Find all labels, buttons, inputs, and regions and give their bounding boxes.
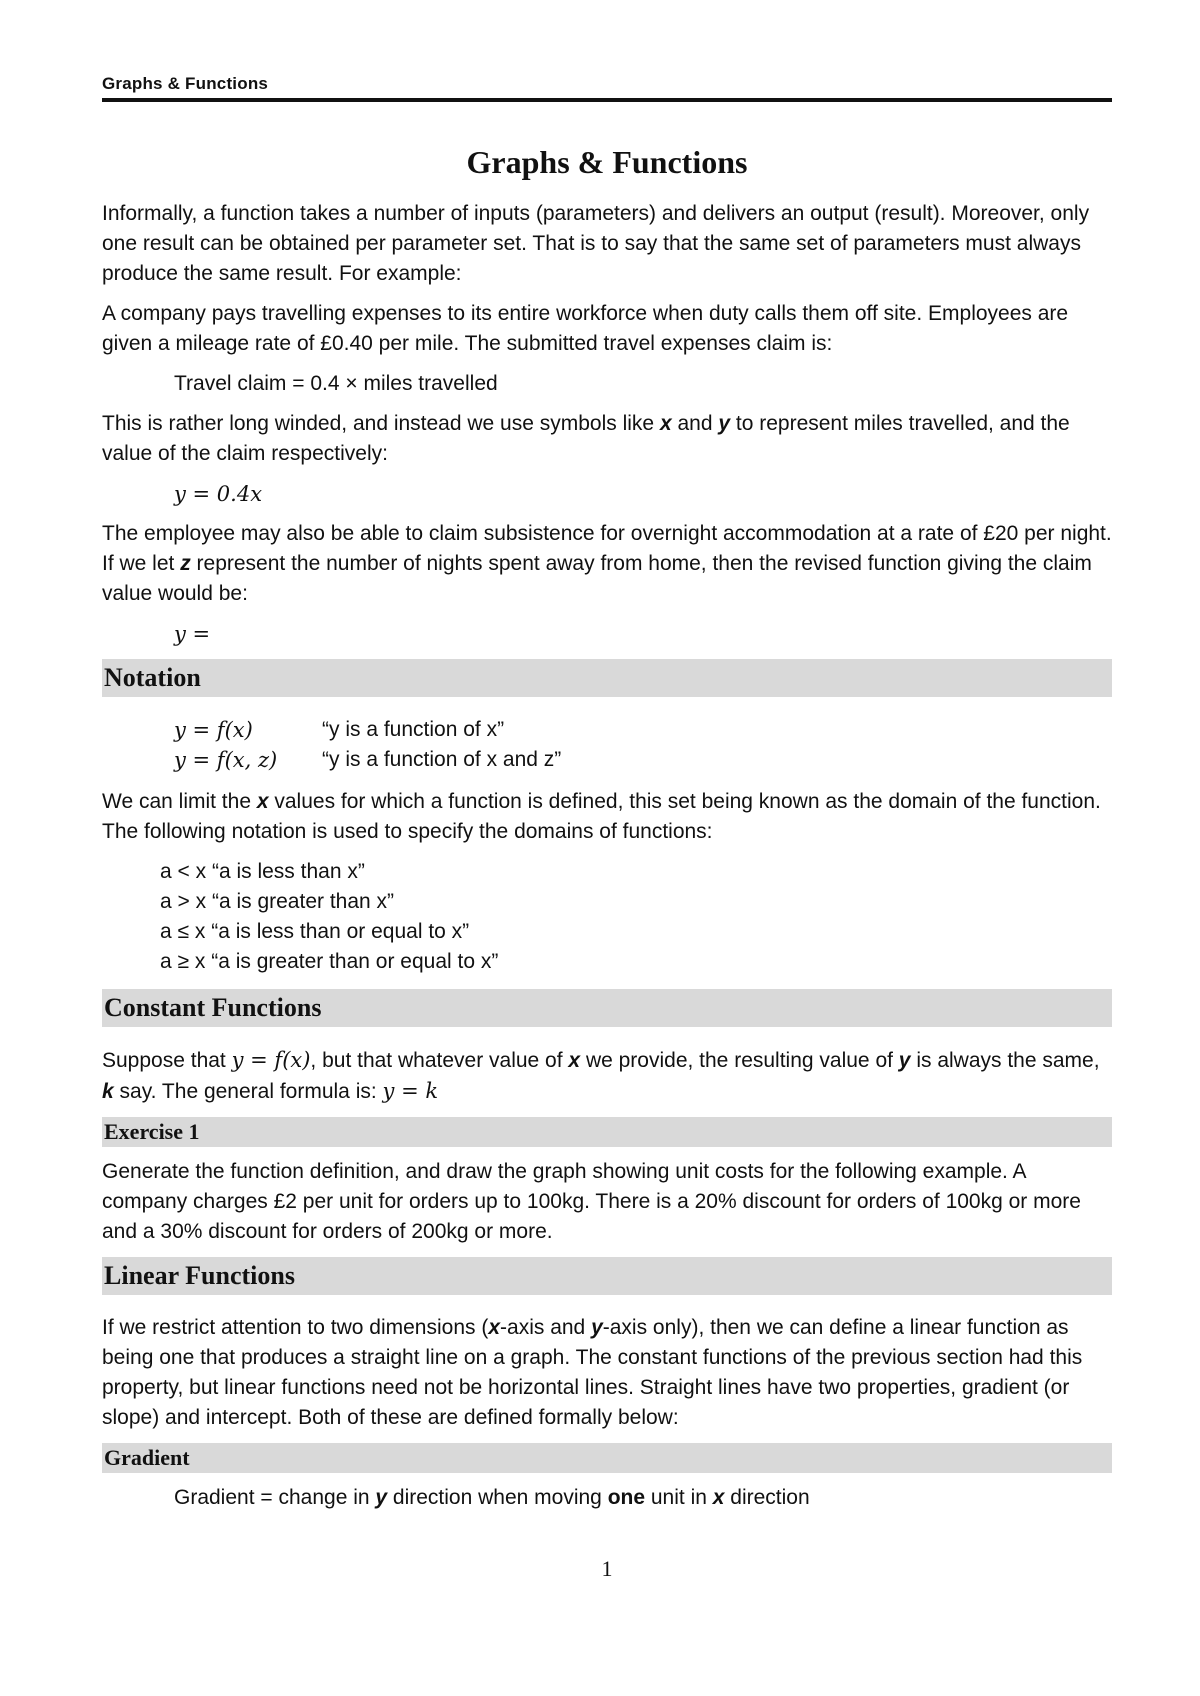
subheading-exercise-1: Exercise 1 [102,1117,1112,1147]
domain-item: a ≤ x “a is less than or equal to x” [160,920,470,943]
intro-paragraph-2: A company pays travelling expenses to its entire workforce when duty calls them off site. Employees are given a mileage rate of £0.40 per mile. The submitted travel expenses claim is: [102,302,1069,355]
gradient-definition: Gradient = change in y direction when moving one unit in x direction [174,1486,810,1509]
domain-item: a < x “a is less than x” [160,860,365,883]
notation-row [174,715,1112,745]
subheading-gradient: Gradient [102,1443,1112,1473]
page-number: 1 [601,1556,613,1581]
document-page [102,0,1112,1696]
intro-paragraph-4: The employee may also be able to claim subsistence for overnight accommodation at a rate of £20 per night. If we let z represent the number of nights spent away from home, then the revised function giving the claim value would be: [102,522,1112,605]
page-title: Graphs & Functions [466,144,748,180]
notation-table [102,715,1112,775]
intro-paragraph-1: Informally, a function takes a number of inputs (parameters) and delivers an output (result). Moreover, only one result can be obtained per parameter set. That is to say that the same set of parameters must always produce the same result. For example: [102,202,1090,285]
section-heading-constant-functions: Constant Functions [102,989,1112,1027]
formula-blank: y = [174,622,211,646]
notation-row [174,745,1112,775]
formula-y-equals: y = 0.4x [174,482,263,506]
travel-claim-formula: Travel claim = 0.4 × miles travelled [174,372,498,395]
header-rule [102,98,1112,102]
section-heading-linear-functions: Linear Functions [102,1257,1112,1295]
notation-description: “y is a function of x and z” [322,748,562,771]
domain-item: a > x “a is greater than x” [160,890,395,913]
notation-expression: y = f(x) [174,718,253,742]
section-heading-notation: Notation [102,659,1112,697]
linear-functions-paragraph: If we restrict attention to two dimensions (x-axis and y-axis only), then we can define a linear function as being one that produces a straight line on a graph. The constant functions of the previous section had this property, but linear functions need not be horizontal lines. Straight lines have two properties, gradient (or slope) and intercept. Both of these are defined formally below: [102,1316,1083,1429]
intro-paragraph-3: This is rather long winded, and instead we use symbols like x and y to represent miles travelled, and the value of the claim respectively: [102,412,1070,465]
domain-paragraph: We can limit the x values for which a function is defined, this set being known as the domain of the function. The following notation is used to specify the domains of functions: [102,790,1101,843]
notation-description: “y is a function of x” [322,718,505,741]
domain-item: a ≥ x “a is greater than or equal to x” [160,950,499,973]
constant-functions-paragraph: Suppose that y = f(x), but that whatever value of x we provide, the resulting value of y is always the same, k say. The general formula is: y = k [102,1048,1100,1103]
domain-notation-list [102,857,1112,977]
notation-expression: y = f(x, z) [174,748,278,772]
exercise-1-text: Generate the function definition, and draw the graph showing unit costs for the following example. A company charges £2 per unit for orders up to 100kg. There is a 20% discount for orders of 100kg or more and a 30% discount for orders of 200kg or more. [102,1160,1081,1243]
document-body [102,140,1112,1523]
running-header: Graphs & Functions [102,74,269,93]
